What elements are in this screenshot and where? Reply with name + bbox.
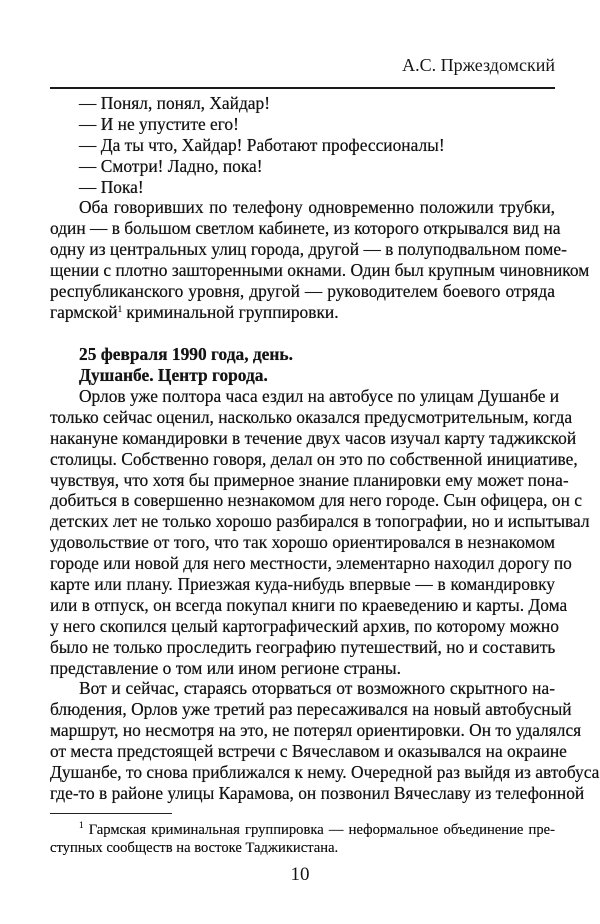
line-text: чувствуя, что хотя бы примерное знание планировки ему может пона-: [50, 469, 569, 490]
line-text: Душанбе, то снова приближался к нему. Очередной раз выйдя из автобуса: [50, 762, 600, 783]
line-text: столицы. Собственно говоря, делал он это по собственной инициативе,: [50, 448, 578, 469]
paragraph-2: [50, 386, 590, 678]
text-line: [50, 427, 577, 449]
dialogue-line: — И не упустите его!: [79, 113, 239, 134]
line-text: городе или новой для него местности, элементарно находил дорогу по: [50, 553, 572, 574]
page-number: 10: [290, 864, 310, 885]
line-text: или в отпуск, он всегда покупал книги по краеведению и карты. Дома: [50, 594, 568, 615]
line-text: Орлов уже полтора часа ездил на автобусе по улицам Душанбе и: [79, 386, 560, 406]
footnote-reference: 1: [117, 303, 123, 314]
text-line: [50, 490, 582, 511]
running-header-author: А.С. Пржездомский: [402, 55, 555, 75]
text-line: [50, 532, 555, 553]
line-text: где-то в районе улицы Карамова, он позвонил Вячеславу из телефонной: [50, 782, 585, 803]
text-line: [50, 678, 555, 699]
line-text: республиканского уровня, другой — руководителем боевого отряда: [50, 281, 555, 302]
text-line: [50, 511, 590, 532]
line-text: от места предстоящей встречи с Вячеславом и оказывался на окраине: [50, 741, 567, 762]
scene-heading-line: 25 февраля 1990 года, день.: [79, 344, 293, 364]
text-line: [50, 615, 559, 637]
line-text: было не только проследить географию путешествий, но и составить: [50, 636, 556, 657]
line-text: Вот и сейчас, стараясь оторваться от возможного скрытного на-: [79, 678, 555, 699]
text-line: [50, 281, 555, 302]
scene-heading: [50, 344, 555, 386]
line-text: ступных сообществ на востоке Таджикистана.: [50, 840, 339, 856]
dialogue-line: — Смотри! Ладно, пока!: [79, 155, 263, 176]
line-text: у него скопился целый картографический архив, по которому можно: [50, 615, 559, 636]
dialogue-line: — Да ты что, Хайдар! Работают профессионалы!: [79, 134, 445, 155]
paragraph-1: [50, 197, 590, 322]
line-text: криминальной группировки.: [122, 301, 339, 322]
footnote-marker: 1: [79, 820, 84, 830]
text-line: [50, 658, 555, 679]
line-text: добиться в совершенно незнакомом для него городе. Сын офицера, он с: [50, 490, 582, 511]
text-line: [50, 302, 555, 323]
header-rule: [50, 87, 555, 89]
text-line: [50, 239, 567, 260]
text-line: [50, 594, 568, 616]
line-text: блюдения, Орлов уже третий раз пересаживался на новый автобусный: [50, 699, 572, 720]
dialogue: [50, 93, 555, 197]
text-line: [50, 741, 567, 762]
scene-heading-line: Душанбе. Центр города.: [79, 365, 268, 385]
text-line: [50, 574, 555, 595]
line-text: Гармская криминальная группировка — неформальное объединение пре-: [88, 822, 555, 838]
footnote-line: [50, 839, 555, 857]
text-line: [50, 386, 560, 407]
line-text: один — в большом светлом кабинете, из которого открывался вид на: [50, 218, 561, 239]
line-text: гармской: [50, 301, 118, 322]
line-text: карте или плану. Приезжая куда-нибудь впервые — в командировку: [50, 574, 555, 595]
line-text: маршрут, но несмотря на это, не потерял ориентировки. Он то удалялся: [50, 720, 582, 741]
paragraph-3: [50, 678, 600, 803]
line-text: щении с плотно зашторенными окнами. Один был крупным чиновником: [50, 260, 590, 281]
text-block-top: [50, 93, 590, 323]
text-line: [50, 448, 578, 470]
footnote-line: [50, 821, 555, 839]
dialogue-line: — Пока!: [79, 176, 144, 197]
text-line: [50, 469, 569, 491]
line-text: детских лет не только хорошо разбирался в топографии, но и испытывал: [50, 511, 590, 532]
text-line: [50, 637, 555, 658]
dialogue-line: — Понял, понял, Хайдар!: [79, 93, 270, 113]
line-text: представление о том или ином регионе страны.: [50, 657, 401, 678]
line-text: удовольствие от того, что так хорошо ориентировался в незнакомом: [50, 532, 555, 553]
line-text: только сейчас оценил, насколько оказался предусмотрительным, когда: [50, 406, 573, 427]
text-line: [50, 197, 555, 218]
text-line: [50, 782, 585, 804]
text-line: [50, 260, 590, 281]
line-text: Оба говоривших по телефону одновременно положили трубки,: [79, 197, 555, 218]
text-block-main: [50, 344, 600, 804]
text-line: [50, 762, 600, 783]
footnote-rule: [50, 813, 172, 814]
footnote: [50, 821, 555, 857]
line-text: одну из центральных улиц города, другой — в полуподвальном поме-: [50, 239, 567, 260]
text-line: [50, 553, 572, 574]
text-line: [50, 406, 573, 428]
text-line: [50, 218, 561, 239]
text-line: [50, 720, 582, 741]
text-line: [50, 699, 572, 720]
line-text: накануне командировки в течение двух часов изучал карту таджикской: [50, 427, 577, 448]
